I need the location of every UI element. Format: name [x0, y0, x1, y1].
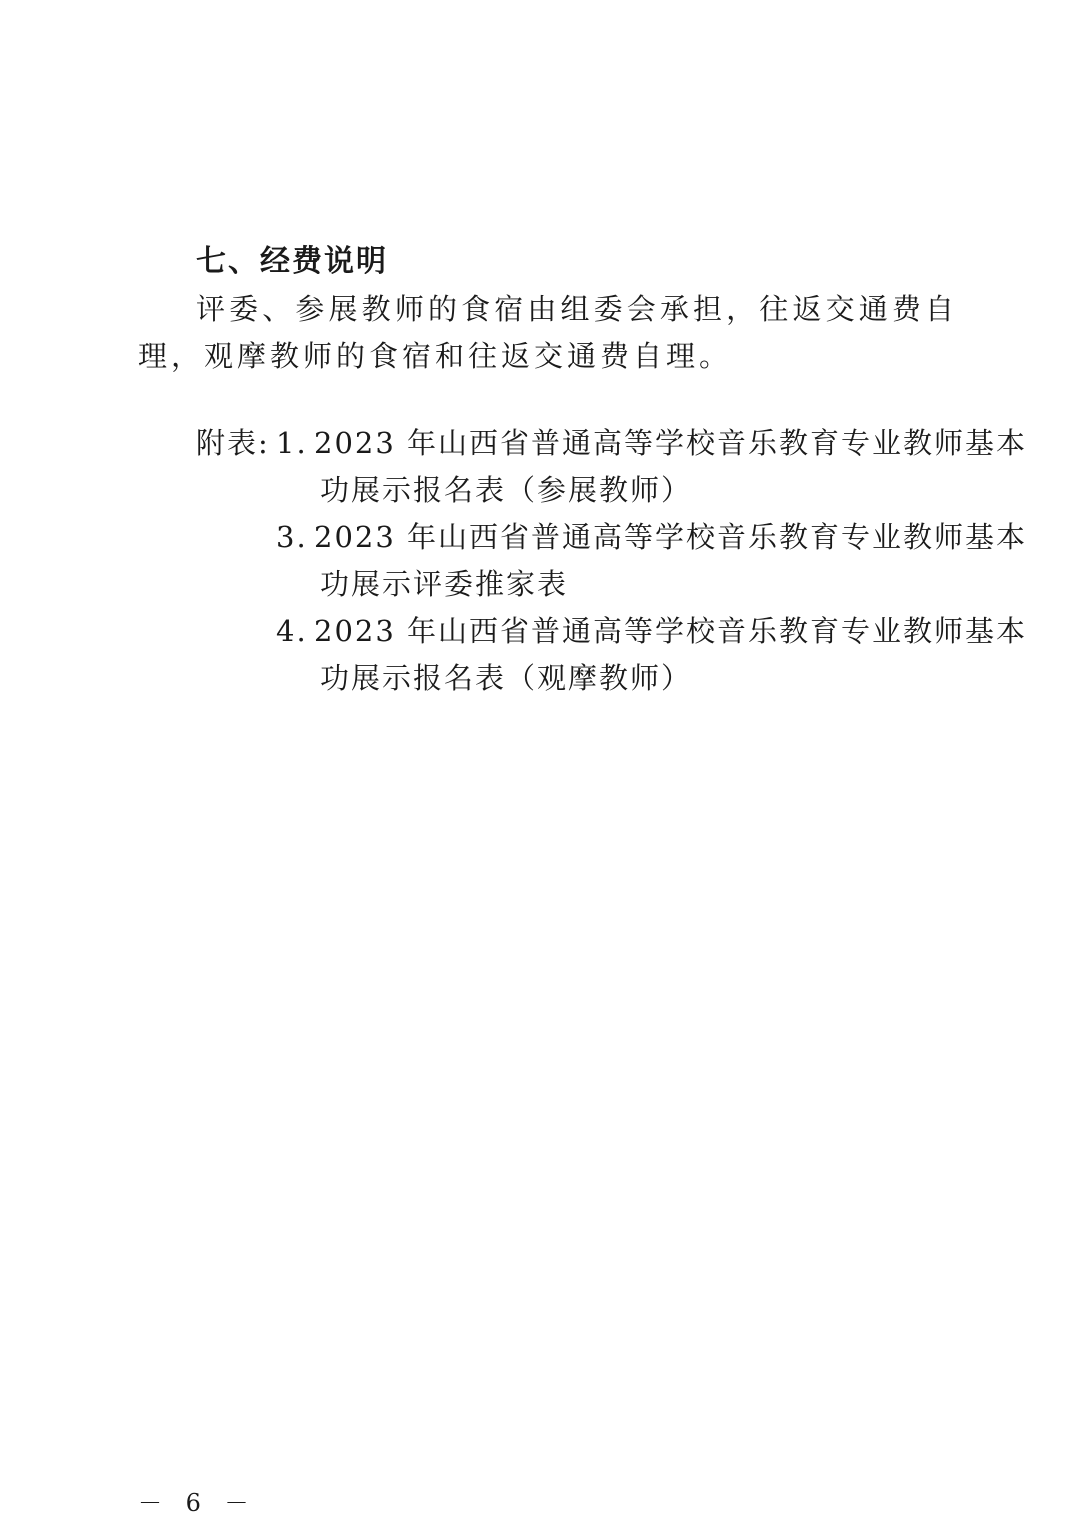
- attachment-number: 1.: [276, 426, 308, 460]
- funding-paragraph: 评委、参展教师的食宿由组委会承担，往返交通费自理，观摩教师的食宿和往返交通费自理。: [138, 292, 958, 373]
- attachment-title-line2: 功展示报名表（参展教师）: [320, 473, 693, 507]
- page-number: － 6 －: [138, 1489, 257, 1517]
- attachment-line: [276, 514, 1028, 561]
- attachment-title-line1: 2023 年山西省普通高等学校音乐教育专业教师基本: [314, 426, 1028, 460]
- attachment-item: [276, 420, 1028, 514]
- attachment-number: 4.: [276, 614, 308, 648]
- section-heading: 七、经费说明: [196, 244, 388, 279]
- attachment-title-line2: 功展示评委推家表: [320, 567, 569, 601]
- attachment-item: [276, 514, 1028, 608]
- attachment-title-line2: 功展示报名表（观摩教师）: [320, 661, 693, 695]
- attachment-line: [276, 608, 1028, 655]
- attachments-label: 附表:: [196, 426, 270, 460]
- attachment-title-line1: 2023 年山西省普通高等学校音乐教育专业教师基本: [314, 614, 1028, 648]
- attachment-number: 3.: [276, 520, 308, 554]
- attachment-line: [276, 420, 1028, 467]
- attachment-item: [276, 608, 1028, 702]
- attachment-title-line1: 2023 年山西省普通高等学校音乐教育专业教师基本: [314, 520, 1028, 554]
